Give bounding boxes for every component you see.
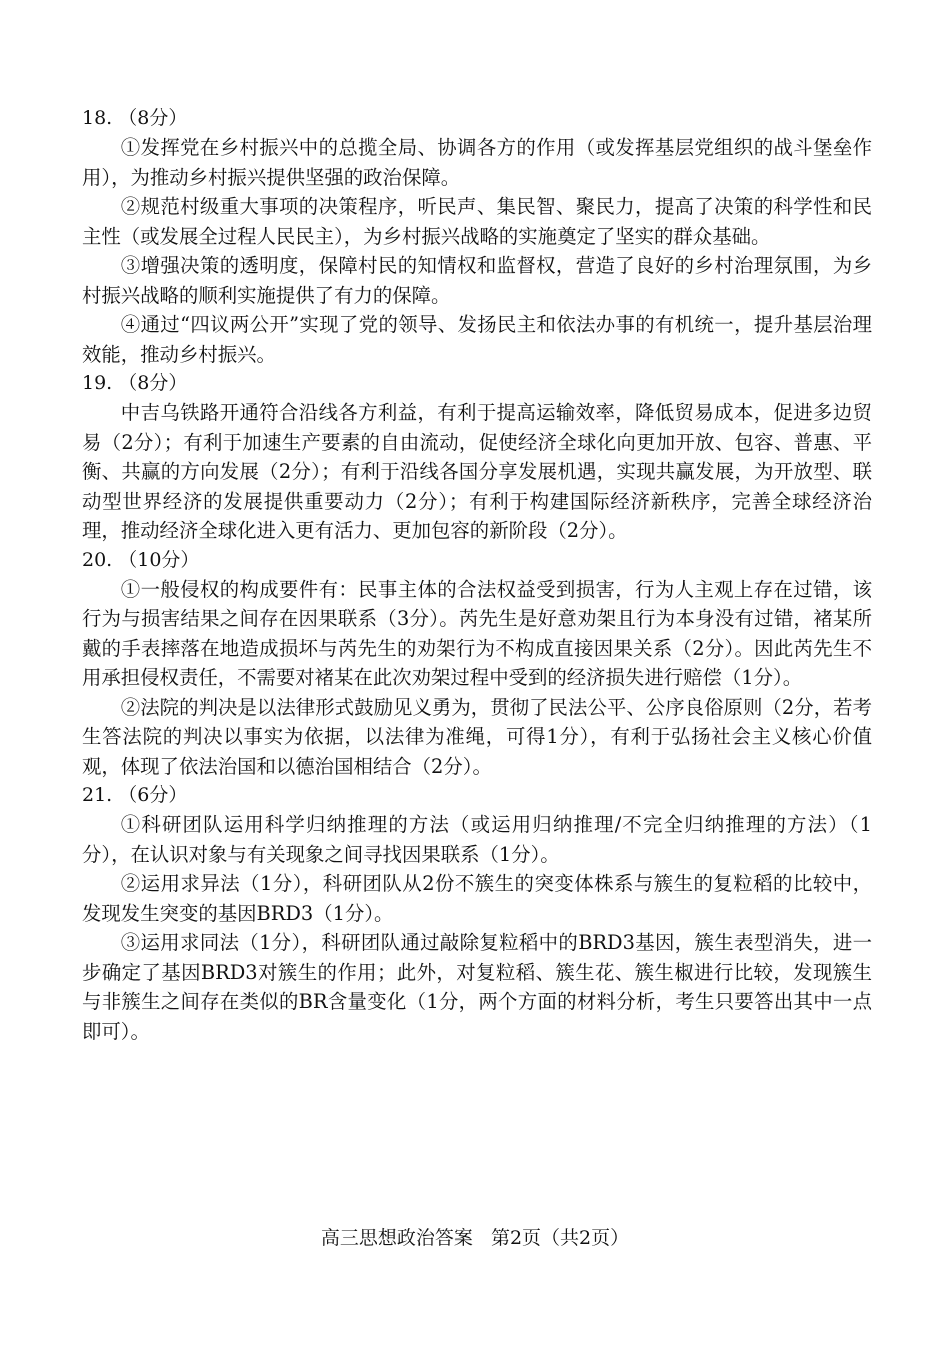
question-18 xyxy=(82,104,872,369)
question-header: 20. （10分） xyxy=(82,548,200,571)
answer-body xyxy=(82,104,872,1046)
answer-paragraph: ③增强决策的透明度，保障村民的知情权和监督权，营造了良好的乡村治理氛围，为乡村振兴战略的顺利实施提供了有力的保障。 xyxy=(82,254,872,307)
question-header: 19. （8分） xyxy=(82,372,188,394)
question-header: 18. （8分） xyxy=(82,107,188,129)
answer-paragraph: ③运用求同法（1分），科研团队通过敲除复粒稻中的BRD3基因，簇生表型消失，进一步确定了基因BRD3对簇生的作用；此外，对复粒稻、簇生花、簇生椒进行比较，发现簇生与非簇生之间存在类似的BR含量变化（1分，两个方面的材料分析，考生只要答出其中一点即可）。 xyxy=(82,931,872,1043)
footer-subject: 高三思想政治答案 xyxy=(320,1227,473,1249)
answer-paragraph: ②规范村级重大事项的决策程序，听民声、集民智、聚民力，提高了决策的科学性和民主性（或发展全过程人民民主），为乡村振兴战略的实施奠定了坚实的群众基础。 xyxy=(82,195,872,248)
question-header: 21. （6分） xyxy=(82,784,188,806)
answer-paragraph: ②运用求异法（1分），科研团队从2份不簇生的突变体株系与簇生的复粒稻的比较中，发现发生突变的基因BRD3（1分）。 xyxy=(82,872,872,925)
answer-paragraph: ②法院的判决是以法律形式鼓励见义勇为，贯彻了民法公平、公序良俗原则（2分，若考生答法院的判决以事实为依据，以法律为准绳，可得1分），有利于弘扬社会主义核心价值观，体现了依法治国和以德治国相结合（2分）。 xyxy=(82,695,872,778)
answer-paragraph: ①发挥党在乡村振兴中的总揽全局、协调各方的作用（或发挥基层党组织的战斗堡垒作用），为推动乡村振兴提供坚强的政治保障。 xyxy=(82,136,872,189)
answer-paragraph: 中吉乌铁路开通符合沿线各方利益，有利于提高运输效率，降低贸易成本，促进多边贸易（2分）；有利于加速生产要素的自由流动，促使经济全球化向更加开放、包容、普惠、平衡、共赢的方向发展（2分）；有利于沿线各国分享发展机遇，实现共赢发展，为开放型、联动型世界经济的发展提供重要动力（2分）；有利于构建国际经济新秩序，完善全球经济治理，推动经济全球化进入更有活力、更加包容的新阶段（2分）。 xyxy=(82,401,872,542)
footer-page-number: 第2页（共2页） xyxy=(490,1227,630,1249)
answer-paragraph: ④通过“四议两公开”实现了党的领导、发扬民主和依法办事的有机统一，提升基层治理效能，推动乡村振兴。 xyxy=(82,313,872,366)
answer-paragraph: ①科研团队运用科学归纳推理的方法（或运用归纳推理/不完全归纳推理的方法）（1分），在认识对象与有关现象之间寻找因果联系（1分）。 xyxy=(82,813,872,866)
answer-paragraph: ①一般侵权的构成要件有：民事主体的合法权益受到损害，行为人主观上存在过错，该行为与损害结果之间存在因果联系（3分）。芮先生是好意劝架且行为本身没有过错，褚某所戴的手表摔落在地造成损坏与芮先生的劝架行为不构成直接因果关系（2分）。因此芮先生不用承担侵权责任，不需要对褚某在此次劝架过程中受到的经济损失进行赔偿（1分）。 xyxy=(82,577,872,689)
page-footer xyxy=(0,1224,950,1252)
question-20 xyxy=(82,546,872,782)
question-19 xyxy=(82,369,872,546)
question-21 xyxy=(82,781,872,1046)
